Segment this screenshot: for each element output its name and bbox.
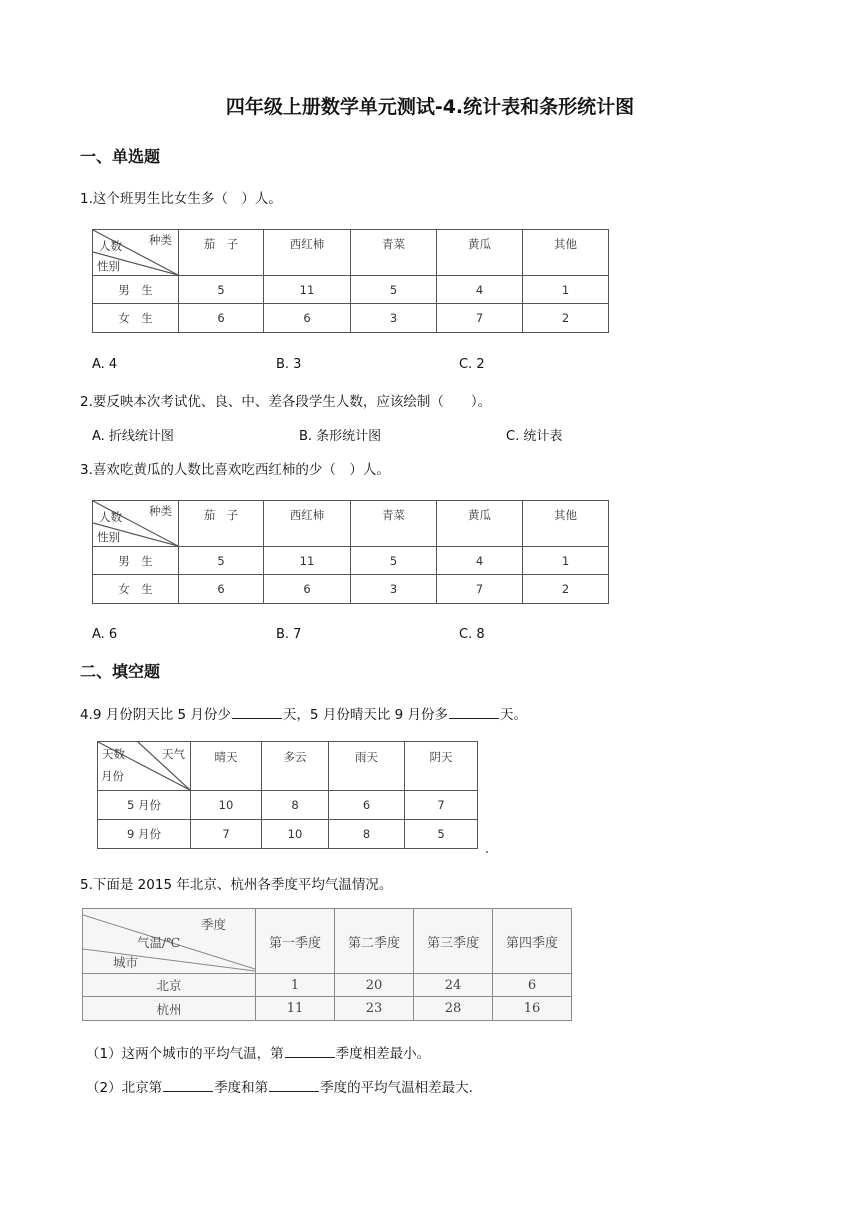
section-heading-fill-in: 二、填空题	[80, 662, 161, 681]
table-cell: 1	[256, 974, 335, 997]
table-corner-cell	[98, 742, 191, 791]
table-header-cell: 西红柿	[264, 230, 351, 276]
table-header-cell: 第一季度	[256, 909, 335, 974]
table-header-cell: 黄瓜	[437, 501, 523, 547]
question-5-sub-2-part: 季度和第	[214, 1080, 269, 1096]
corner-label-temperature: 气温/℃	[137, 935, 181, 950]
table-header-cell: 晴天	[191, 742, 262, 791]
table-cell: 8	[329, 820, 405, 849]
answer-blank[interactable]	[285, 1045, 335, 1058]
table-cell: 6	[179, 304, 264, 333]
table-header-cell: 茄 子	[179, 501, 264, 547]
table-cell: 11	[264, 547, 351, 575]
table-row-label: 5 月份	[98, 791, 191, 820]
option-b[interactable]: B. 3	[276, 357, 302, 372]
question-3-table	[92, 500, 609, 604]
corner-label-month: 月份	[101, 769, 124, 783]
table-cell: 7	[437, 575, 523, 604]
table-cell: 10	[262, 820, 329, 849]
table-header-cell: 第二季度	[335, 909, 414, 974]
weather-table	[97, 741, 478, 849]
question-5-sub-1-part: （1）这两个城市的平均气温，第	[86, 1046, 284, 1062]
answer-blank[interactable]	[449, 706, 499, 719]
section-heading-single-choice: 一、单选题	[80, 147, 161, 166]
table-corner-cell	[93, 230, 179, 276]
table-cell: 6	[264, 304, 351, 333]
table-row-label: 男 生	[93, 276, 179, 304]
table-row-label: 北京	[83, 974, 256, 997]
question-4-text	[80, 703, 527, 723]
table-cell: 5	[351, 276, 437, 304]
option-b[interactable]: B. 7	[276, 627, 302, 642]
option-c[interactable]: C. 8	[459, 627, 485, 642]
table-header-cell: 青菜	[351, 501, 437, 547]
question-4-part: 4.9 月份阴天比 5 月份少	[80, 707, 231, 723]
table-corner-cell	[83, 909, 256, 974]
corner-label-gender: 性别	[97, 530, 120, 544]
table-cell: 6	[179, 575, 264, 604]
question-1-table	[92, 229, 609, 333]
table-header-cell: 茄 子	[179, 230, 264, 276]
table-cell: 28	[414, 997, 493, 1021]
question-5-text: 5.下面是 2015 年北京、杭州各季度平均气温情况。	[80, 877, 393, 893]
option-a[interactable]: A. 4	[92, 357, 118, 372]
corner-label-weather: 天气	[162, 747, 185, 761]
answer-blank[interactable]	[232, 706, 282, 719]
corner-label-gender: 性别	[97, 259, 120, 273]
question-5-sub-1	[86, 1042, 430, 1062]
table-cell: 7	[437, 304, 523, 333]
table-cell: 5	[179, 276, 264, 304]
table-header-cell: 黄瓜	[437, 230, 523, 276]
answer-blank[interactable]	[163, 1079, 213, 1092]
table-cell: 4	[437, 547, 523, 575]
table-cell: 2	[523, 304, 609, 333]
table-cell: 8	[262, 791, 329, 820]
option-a[interactable]: A. 折线统计图	[92, 429, 174, 444]
corner-label-city: 城市	[113, 955, 139, 970]
question-5-sub-2-part: 季度的平均气温相差最大.	[320, 1080, 473, 1096]
question-5-sub-2-part: （2）北京第	[86, 1080, 163, 1096]
corner-label-days: 天数	[102, 747, 125, 761]
scan-artifact	[486, 851, 488, 853]
table-cell: 10	[191, 791, 262, 820]
question-1-text: 1.这个班男生比女生多（ ）人。	[80, 191, 282, 207]
table-header-cell: 西红柿	[264, 501, 351, 547]
temperature-table	[82, 908, 572, 1021]
table-row-label: 杭州	[83, 997, 256, 1021]
table-header-cell: 其他	[523, 230, 609, 276]
table-cell: 16	[493, 997, 572, 1021]
corner-label-quarter: 季度	[201, 917, 227, 932]
table-header-cell: 第三季度	[414, 909, 493, 974]
option-c[interactable]: C. 统计表	[506, 429, 563, 444]
table-header-cell: 多云	[262, 742, 329, 791]
table-cell: 5	[179, 547, 264, 575]
table-header-cell: 雨天	[329, 742, 405, 791]
table-cell: 4	[437, 276, 523, 304]
question-3-text: 3.喜欢吃黄瓜的人数比喜欢吃西红柿的少（ ）人。	[80, 462, 390, 478]
table-cell: 6	[493, 974, 572, 997]
table-row-label: 女 生	[93, 575, 179, 604]
table-cell: 7	[405, 791, 478, 820]
table-cell: 2	[523, 575, 609, 604]
answer-blank[interactable]	[269, 1079, 319, 1092]
corner-label-category: 种类	[149, 233, 172, 247]
table-row-label: 女 生	[93, 304, 179, 333]
table-cell: 6	[264, 575, 351, 604]
table-cell: 6	[329, 791, 405, 820]
option-c[interactable]: C. 2	[459, 357, 485, 372]
table-cell: 5	[351, 547, 437, 575]
table-cell: 1	[523, 276, 609, 304]
corner-label-category: 种类	[149, 504, 172, 518]
table-cell: 20	[335, 974, 414, 997]
table-cell: 3	[351, 304, 437, 333]
table-cell: 23	[335, 997, 414, 1021]
question-4-part: 天，5 月份晴天比 9 月份多	[282, 707, 448, 723]
table-corner-cell	[93, 501, 179, 547]
table-cell: 11	[264, 276, 351, 304]
page-title: 四年级上册数学单元测试-4.统计表和条形统计图	[225, 96, 635, 118]
question-5-sub-2	[86, 1076, 473, 1096]
option-b[interactable]: B. 条形统计图	[299, 429, 382, 444]
question-4-part: 天。	[500, 707, 527, 723]
table-cell: 7	[191, 820, 262, 849]
table-cell: 24	[414, 974, 493, 997]
table-cell: 11	[256, 997, 335, 1021]
table-cell: 3	[351, 575, 437, 604]
corner-label-count: 人数	[99, 510, 122, 524]
table-header-cell: 其他	[523, 501, 609, 547]
table-header-cell: 青菜	[351, 230, 437, 276]
table-header-cell: 第四季度	[493, 909, 572, 974]
corner-label-count: 人数	[99, 239, 122, 253]
option-a[interactable]: A. 6	[92, 627, 118, 642]
table-row-label: 9 月份	[98, 820, 191, 849]
table-cell: 5	[405, 820, 478, 849]
question-2-text: 2.要反映本次考试优、良、中、差各段学生人数，应该绘制（ ）。	[80, 394, 492, 410]
question-5-sub-1-part: 季度相差最小。	[335, 1046, 431, 1062]
table-cell: 1	[523, 547, 609, 575]
table-header-cell: 阴天	[405, 742, 478, 791]
table-row-label: 男 生	[93, 547, 179, 575]
